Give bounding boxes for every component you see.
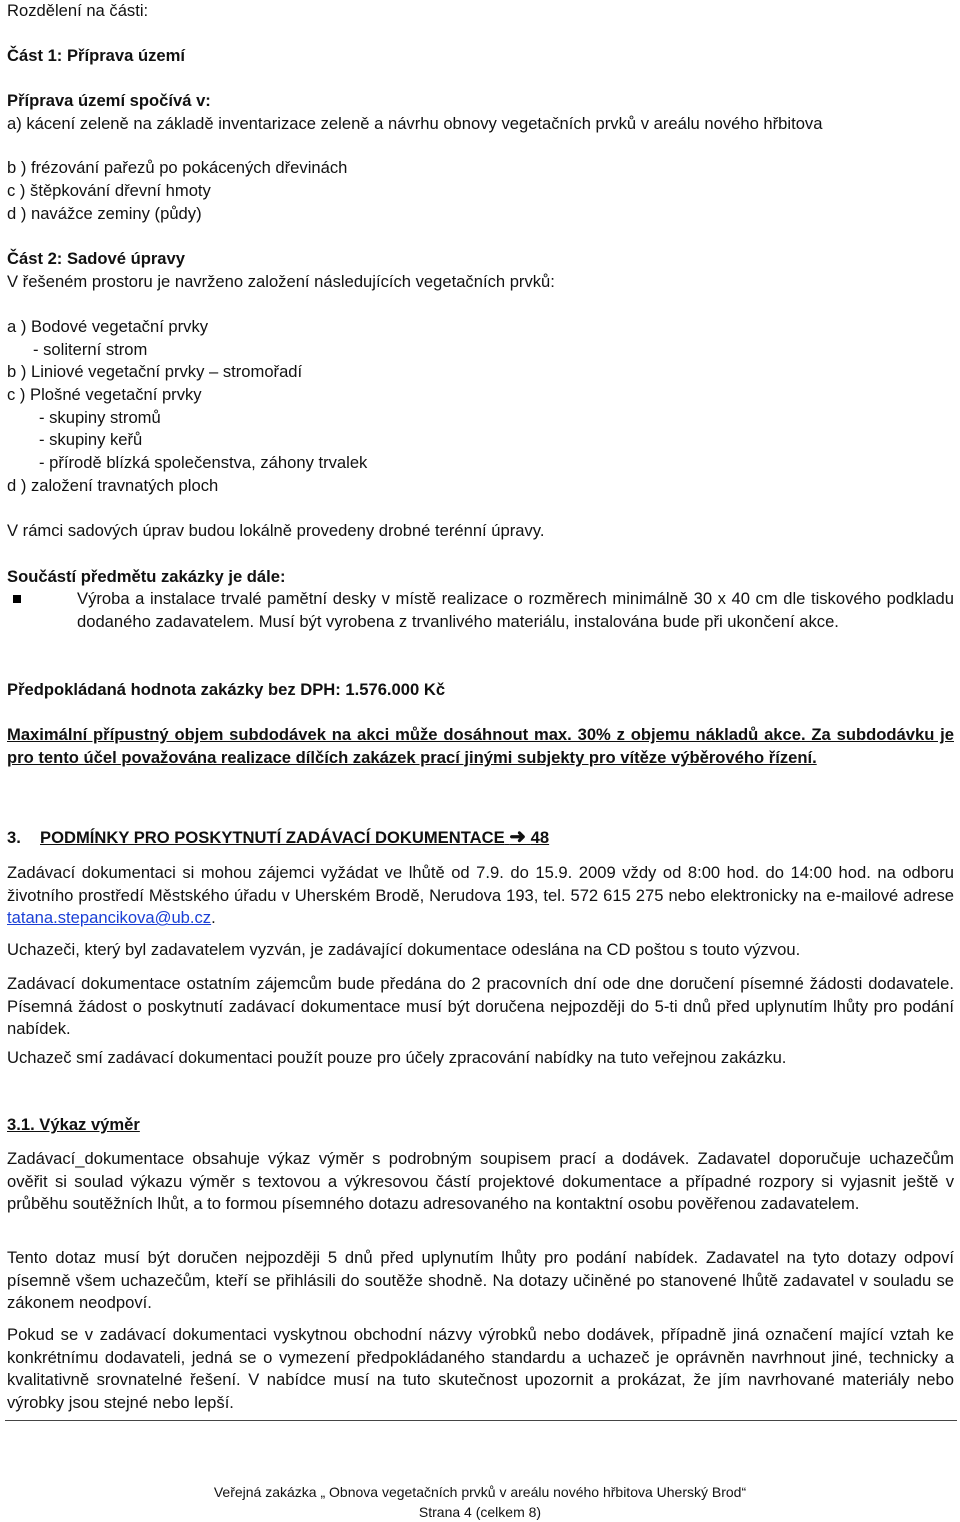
part2-line-solitary: - soliterní strom <box>33 340 148 359</box>
section31-para1 <box>7 1148 954 1216</box>
square-bullet-icon <box>13 595 21 603</box>
part1-item-a: a) kácení zeleně na základě inventarizace zeleně a návrhu obnovy vegetačních prvků v areálu nového hřbitova <box>7 114 823 133</box>
section31-para1-first-word: Zadávací <box>7 1149 76 1168</box>
estimated-value: Předpokládaná hodnota zakázky bez DPH: 1.576.000 Kč <box>7 680 446 699</box>
section3-page-ref: 48 <box>530 828 550 847</box>
part2-line-c: c ) Plošné vegetační prvky <box>7 385 202 404</box>
part2-line-d: d ) založení travnatých ploch <box>7 476 219 495</box>
section3-para1-end: . <box>211 908 216 928</box>
section31-para3: Pokud se v zadávací dokumentaci vyskytnou obchodní názvy výrobků nebo dodávek, případně jiná označení mající vztah ke konkrétnímu dodavateli, jedná se o vymezení předpokládaného standardu a uchazeč je oprávněn navrhnout jiné, technicky a kvalitativně srovnatelné řešení. V nabídce musí na tuto skutečnost upozornit a prokázat, že jím navrhované materiály nebo výrobky jsou stejné nebo lepší. <box>7 1325 954 1412</box>
part2-intro: V řešeném prostoru je navrženo založení následujících vegetačních prvků: <box>7 272 555 291</box>
section3-para2: Uchazeči, který byl zadavatelem vyzván, je zadávající dokumentace odeslána na CD poštou s touto výzvou. <box>7 940 801 959</box>
section3-para3: Zadávací dokumentace ostatním zájemcům bude předána do 2 pracovních dní ode dne doručení písemné žádosti dodavatele. Písemná žádost o poskytnutí zadávací dokumentace musí být doručena nejpozději do 5-ti dnů před uplynutím lhůty pro podání nabídek. <box>7 974 954 1039</box>
part1-title: Část 1: Příprava území <box>7 46 185 65</box>
part1-intro: Příprava území spočívá v: <box>7 91 211 110</box>
email-link[interactable]: tatana.stepancikova@ub.cz <box>7 908 212 928</box>
part2-line-a: a ) Bodové vegetační prvky <box>7 317 209 336</box>
section3-heading <box>7 826 954 850</box>
part1-item-d: d ) navážce zeminy (půdy) <box>7 204 202 223</box>
part2-closing: V rámci sadových úprav budou lokálně provedeny drobné terénní úpravy. <box>7 521 545 540</box>
part2-line-shrubs: - skupiny keřů <box>39 430 143 449</box>
division-heading: Rozdělení na části: <box>7 1 149 20</box>
section31-heading: 3.1. Výkaz výměr <box>7 1115 140 1134</box>
part2-line-trees: - skupiny stromů <box>39 408 161 427</box>
subcontract-note: Maximální přípustný objem subdodávek na akci může dosáhnout max. 30% z objemu nákladů akce. Za subdodávku je pro tento účel považována realizace dílčích zakázek prací jinými subjekty pro vítěze výběrového řízení. <box>7 725 954 767</box>
part1-item-b: b ) frézování pařezů po pokácených dřevinách <box>7 158 348 177</box>
section31-para1-gap: _ <box>75 1149 85 1168</box>
arrow-icon: ➜ <box>509 826 527 848</box>
section3-para4: Uchazeč smí zadávací dokumentaci použít pouze pro účely zpracování nabídky na tuto veřejnou zakázku. <box>7 1048 787 1067</box>
part1-item-c: c ) štěpkování dřevní hmoty <box>7 181 211 200</box>
subject-title: Součástí předmětu zakázky je dále: <box>7 567 286 586</box>
part2-line-communities: - přírodě blízká společenstva, záhony trvalek <box>39 453 368 472</box>
section3-para1-text: Zadávací dokumentaci si mohou zájemci vyžádat ve lhůtě od 7.9. do 15.9. 2009 vždy od 8:00 hod. do 14:00 hod. na odboru životního prostředí Městského úřadu v Uherském Brodě, Nerudova 193, tel. 572 615 275 nebo elektronicky na e-mailové adrese <box>7 863 954 905</box>
footer-title: Veřejná zakázka „ Obnova vegetačních prvků v areálu nového hřbitova Uherský Brod“ <box>213 1484 747 1500</box>
section31-para1-text: dokumentace obsahuje výkaz výměr s podrobným soupisem prací a dodávek. Zadavatel doporučuje uchazečům ověřit si soulad výkazu výměr s textovou a výkresovou částí projektové dokumentace a případné rozpory si vyjasnit ještě v průběhu soutěžních lhůt, a to formou písemného dotazu adresovaného na kontaktní osobu pověřenou zadavatelem. <box>7 1149 954 1214</box>
section3-number: 3. <box>7 828 21 847</box>
footer-page-number: Strana 4 (celkem 8) <box>418 1504 542 1520</box>
subject-bullet-text: Výroba a instalace trvalé pamětní desky v místě realizace o rozměrech minimálně 30 x 40 cm dle tiskového podkladu dodaného zadavatelem. Musí být vyrobena z trvanlivého materiálu, instalována bude při ukončení akce. <box>77 589 954 631</box>
footer-divider <box>5 1420 957 1421</box>
part2-line-b: b ) Liniové vegetační prvky – stromořadí <box>7 362 303 381</box>
section31-para2: Tento dotaz musí být doručen nejpozději 5 dnů před uplynutím lhůty pro podání nabídek. Zadavatel na tyto dotazy odpoví písemně všem uchazečům, kteří se přihlásili do soutěže shodně. Na dotazy učiněné po stanovené lhůtě zadavatel v souladu se zákonem neodpoví. <box>7 1248 954 1313</box>
part2-title: Část 2: Sadové úpravy <box>7 249 185 268</box>
section3-para1 <box>7 862 954 930</box>
section3-title: PODMÍNKY PRO POSKYTNUTÍ ZADÁVACÍ DOKUMENTACE <box>40 828 505 847</box>
